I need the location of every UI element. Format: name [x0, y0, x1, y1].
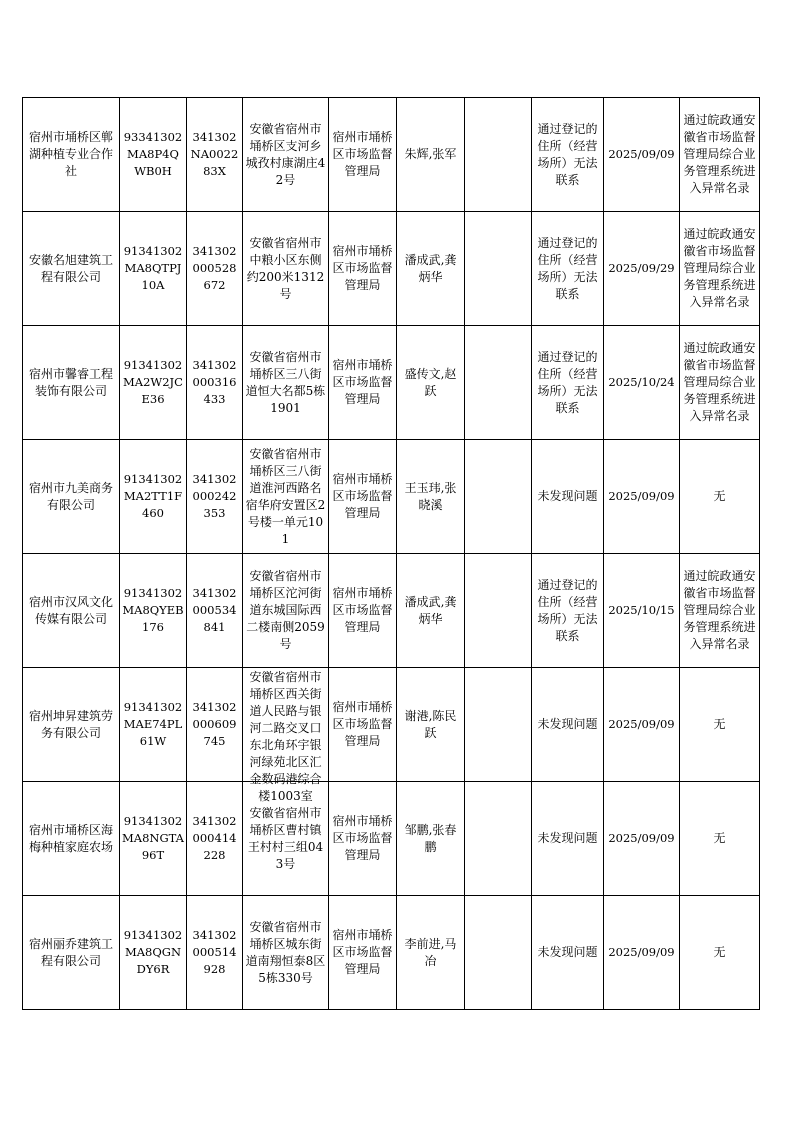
- date-cell-text: 2025/09/09: [608, 147, 675, 161]
- date-cell-text: 2025/09/09: [608, 831, 675, 845]
- persons-cell-text: 王玉玮,张晓溪: [404, 480, 457, 512]
- company-name-cell-text: 宿州市埇桥区海梅种植家庭农场: [28, 822, 113, 854]
- credit-code-cell: [120, 98, 187, 212]
- authority-cell: [329, 668, 397, 782]
- credit-code-cell: [120, 212, 187, 326]
- credit-code-cell: [120, 668, 187, 782]
- date-cell: [604, 554, 680, 668]
- credit-code-cell: [120, 896, 187, 1010]
- credit-code-cell-text: 91341302MA8NGTA96T: [122, 814, 184, 862]
- registration-number-cell: [187, 782, 243, 896]
- inspection-result-cell: [532, 212, 604, 326]
- table-row: [23, 212, 760, 326]
- remark-cell-text: 通过皖政通安徽省市场监督管理局综合业务管理系统进入异常名录: [683, 569, 756, 651]
- inspection-result-cell: [532, 896, 604, 1010]
- empty-cell: [465, 668, 532, 782]
- registration-number-cell-text: 341302000609745: [192, 700, 237, 748]
- registration-number-cell-text: 341302000316433: [192, 358, 237, 406]
- address-cell: [243, 326, 329, 440]
- company-name-cell: [23, 326, 120, 440]
- date-cell: [604, 326, 680, 440]
- date-cell-text: 2025/09/09: [608, 945, 675, 959]
- address-cell: [243, 554, 329, 668]
- date-cell: [604, 896, 680, 1010]
- date-cell: [604, 212, 680, 326]
- credit-code-cell-text: 93341302MA8P4QWB0H: [123, 130, 183, 178]
- company-name-cell-text: 宿州市埇桥区郸湖种植专业合作社: [28, 130, 113, 178]
- remark-cell: [680, 326, 760, 440]
- remark-cell-text: 无: [713, 831, 726, 845]
- empty-cell: [465, 326, 532, 440]
- persons-cell-text: 邹鹏,张春鹏: [404, 822, 457, 854]
- company-name-cell-text: 宿州市九美商务有限公司: [28, 480, 113, 512]
- persons-cell: [397, 212, 465, 326]
- address-cell-text: 安徽省宿州市埇桥区西关街道人民路与银河二路交叉口东北角环宇银河绿苑北区汇金数码港综合楼1003室: [249, 669, 322, 803]
- company-name-cell-text: 宿州市汉风文化传媒有限公司: [28, 594, 113, 626]
- address-cell-text: 安徽省宿州市埇桥区城东街道南翔恒泰8区5栋330号: [245, 919, 326, 985]
- registration-number-cell: [187, 440, 243, 554]
- credit-code-cell-text: 91341302MA2W2JCE36: [123, 358, 183, 406]
- company-name-cell-text: 宿州坤昇建筑劳务有限公司: [28, 708, 113, 740]
- persons-cell-text: 潘成武,龚炳华: [404, 594, 457, 626]
- registration-number-cell: [187, 326, 243, 440]
- table-row: [23, 98, 760, 212]
- registration-number-cell-text: 341302NA002283X: [190, 130, 239, 178]
- date-cell-text: 2025/09/09: [608, 489, 675, 503]
- remark-cell-text: 无: [713, 945, 726, 959]
- company-name-cell: [23, 554, 120, 668]
- persons-cell: [397, 782, 465, 896]
- date-cell-text: 2025/10/24: [608, 375, 675, 389]
- authority-cell-text: 宿州市埇桥区市场监督管理局: [332, 814, 393, 862]
- authority-cell: [329, 782, 397, 896]
- remark-cell-text: 通过皖政通安徽省市场监督管理局综合业务管理系统进入异常名录: [683, 227, 756, 309]
- authority-cell: [329, 554, 397, 668]
- remark-cell: [680, 554, 760, 668]
- empty-cell: [465, 440, 532, 554]
- remark-cell-text: 通过皖政通安徽省市场监督管理局综合业务管理系统进入异常名录: [683, 113, 756, 195]
- remark-cell-text: 通过皖政通安徽省市场监督管理局综合业务管理系统进入异常名录: [683, 341, 756, 423]
- inspection-result-cell-text: 通过登记的住所（经营场所）无法联系: [537, 121, 598, 187]
- table-body: [23, 98, 760, 1010]
- remark-cell: [680, 896, 760, 1010]
- registration-number-cell-text: 341302000414228: [192, 814, 237, 862]
- persons-cell-text: 潘成武,龚炳华: [404, 252, 457, 284]
- persons-cell: [397, 326, 465, 440]
- company-name-cell-text: 安徽名旭建筑工程有限公司: [28, 252, 113, 284]
- empty-cell: [465, 212, 532, 326]
- inspection-result-cell-text: 通过登记的住所（经营场所）无法联系: [537, 349, 598, 415]
- date-cell: [604, 668, 680, 782]
- empty-cell: [465, 896, 532, 1010]
- persons-cell: [397, 554, 465, 668]
- table-row: [23, 668, 760, 782]
- authority-cell-text: 宿州市埇桥区市场监督管理局: [332, 472, 393, 520]
- inspection-result-cell: [532, 98, 604, 212]
- authority-cell: [329, 212, 397, 326]
- address-cell-text: 安徽省宿州市埇桥区支河乡城孜村康湖庄42号: [245, 121, 326, 187]
- address-cell-text: 安徽省宿州市埇桥区沱河街道东城国际西二楼南侧2059号: [246, 569, 325, 651]
- remark-cell-text: 无: [713, 717, 726, 731]
- credit-code-cell: [120, 782, 187, 896]
- credit-code-cell-text: 91341302MA8QTPJ10A: [123, 244, 183, 292]
- persons-cell: [397, 896, 465, 1010]
- table-row: [23, 896, 760, 1010]
- authority-cell: [329, 326, 397, 440]
- empty-cell: [465, 782, 532, 896]
- empty-cell: [465, 98, 532, 212]
- credit-code-cell-text: 91341302MA8QYEB176: [122, 586, 184, 634]
- authority-cell: [329, 98, 397, 212]
- date-cell: [604, 440, 680, 554]
- remark-cell: [680, 98, 760, 212]
- authority-cell-text: 宿州市埇桥区市场监督管理局: [332, 928, 393, 976]
- company-name-cell: [23, 782, 120, 896]
- remark-cell: [680, 668, 760, 782]
- table-row: [23, 782, 760, 896]
- inspection-result-cell: [532, 440, 604, 554]
- authority-cell-text: 宿州市埇桥区市场监督管理局: [332, 586, 393, 634]
- authority-cell-text: 宿州市埇桥区市场监督管理局: [332, 700, 393, 748]
- remark-cell: [680, 782, 760, 896]
- inspection-result-cell-text: 通过登记的住所（经营场所）无法联系: [537, 235, 598, 301]
- authority-cell: [329, 440, 397, 554]
- registration-number-cell-text: 341302000514928: [192, 928, 237, 976]
- inspection-result-cell: [532, 326, 604, 440]
- persons-cell: [397, 98, 465, 212]
- remark-cell: [680, 440, 760, 554]
- inspection-result-cell-text: 通过登记的住所（经营场所）无法联系: [537, 577, 598, 643]
- credit-code-cell: [120, 326, 187, 440]
- inspection-result-cell-text: 未发现问题: [537, 489, 598, 503]
- persons-cell: [397, 668, 465, 782]
- date-cell-text: 2025/09/29: [608, 261, 675, 275]
- inspection-result-cell: [532, 782, 604, 896]
- date-cell: [604, 782, 680, 896]
- table-row: [23, 554, 760, 668]
- company-name-cell: [23, 668, 120, 782]
- authority-cell-text: 宿州市埇桥区市场监督管理局: [332, 130, 393, 178]
- abnormal-records-table: [22, 97, 760, 1010]
- address-cell-text: 安徽省宿州市埇桥区三八街道淮河西路名宿华府安置区2号楼一单元101: [245, 446, 326, 546]
- registration-number-cell-text: 341302000242353: [192, 472, 237, 520]
- authority-cell-text: 宿州市埇桥区市场监督管理局: [332, 358, 393, 406]
- company-name-cell: [23, 896, 120, 1010]
- remark-cell-text: 无: [713, 489, 726, 503]
- company-name-cell-text: 宿州丽乔建筑工程有限公司: [28, 936, 113, 968]
- address-cell: [243, 212, 329, 326]
- persons-cell-text: 李前进,马冶: [404, 936, 457, 968]
- address-cell: [243, 668, 329, 803]
- registration-number-cell: [187, 98, 243, 212]
- date-cell: [604, 98, 680, 212]
- inspection-result-cell: [532, 668, 604, 782]
- date-cell-text: 2025/10/15: [608, 603, 675, 617]
- inspection-result-cell-text: 未发现问题: [537, 717, 598, 731]
- credit-code-cell-text: 91341302MA2TT1F460: [123, 472, 183, 520]
- authority-cell-text: 宿州市埇桥区市场监督管理局: [332, 244, 393, 292]
- persons-cell-text: 盛传文,赵跃: [404, 366, 457, 398]
- credit-code-cell-text: 91341302MAE74PL61W: [123, 700, 183, 748]
- registration-number-cell-text: 341302000528672: [192, 244, 237, 292]
- date-cell-text: 2025/09/09: [608, 717, 675, 731]
- address-cell: [243, 896, 329, 1010]
- address-cell-text: 安徽省宿州市中粮小区东侧约200米1312号: [246, 235, 325, 301]
- registration-number-cell: [187, 212, 243, 326]
- registration-number-cell: [187, 896, 243, 1010]
- authority-cell: [329, 896, 397, 1010]
- table-row: [23, 440, 760, 554]
- registration-number-cell: [187, 668, 243, 782]
- company-name-cell: [23, 98, 120, 212]
- address-cell-text: 安徽省宿州市埇桥区曹村镇王村村三组043号: [247, 805, 324, 871]
- empty-cell: [465, 554, 532, 668]
- credit-code-cell: [120, 440, 187, 554]
- credit-code-cell-text: 91341302MA8QGNDY6R: [123, 928, 183, 976]
- inspection-result-cell: [532, 554, 604, 668]
- inspection-result-cell-text: 未发现问题: [537, 831, 598, 845]
- registration-number-cell: [187, 554, 243, 668]
- credit-code-cell: [120, 554, 187, 668]
- persons-cell-text: 谢港,陈民跃: [404, 708, 457, 740]
- remark-cell: [680, 212, 760, 326]
- table-row: [23, 326, 760, 440]
- company-name-cell: [23, 440, 120, 554]
- address-cell: [243, 98, 329, 212]
- company-name-cell-text: 宿州市馨睿工程装饰有限公司: [28, 366, 113, 398]
- company-name-cell: [23, 212, 120, 326]
- persons-cell: [397, 440, 465, 554]
- persons-cell-text: 朱辉,张军: [404, 147, 457, 161]
- address-cell: [243, 440, 329, 554]
- registration-number-cell-text: 341302000534841: [192, 586, 237, 634]
- inspection-result-cell-text: 未发现问题: [537, 945, 598, 959]
- address-cell-text: 安徽省宿州市埇桥区三八街道恒大名都5栋1901: [245, 349, 326, 415]
